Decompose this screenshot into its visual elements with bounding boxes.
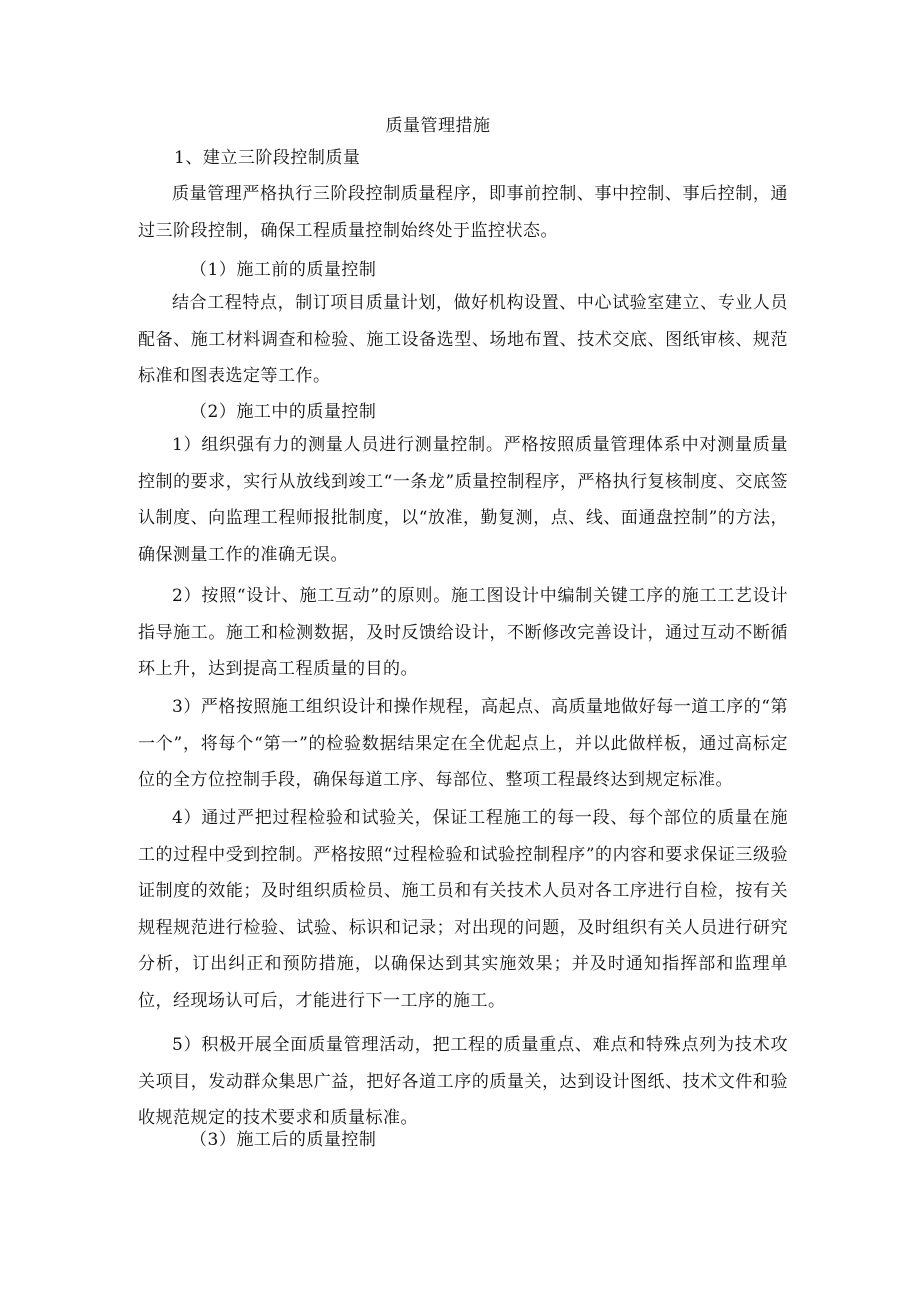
subsection-paragraph-before: 结合工程特点，制订项目质量计划，做好机构设置、中心试验室建立、专业人员配备、施工材料调查和检验、施工设备选型、场地布置、技术交底、图纸审核、规范标准和图表选定等工作。 xyxy=(138,293,788,386)
list-item: 4）通过严把过程检验和试验关，保证工程施工的每一段、每个部位的质量在施工的过程中受到控制。严格按照“过程检验和试验控制程序”的内容和要求保证三级验证制度的效能；及时组织质检员、施工员和有关技术人员对各工序进行自检，按有关规程规范进行检验、试验、标识和记录；对出现的问题，及时组织有关人员进行研究分析，订出纠正和预防措施，以确保达到其实施效果；并及时通知指挥部和监理单位，经现场认可后，才能进行下一工序的施工。 xyxy=(138,808,788,1011)
subsection-heading-after: （3）施工后的质量控制 xyxy=(190,1130,377,1150)
list-item: 3）严格按照施工组织设计和操作规程，高起点、高质量地做好每一道工序的“第一个”，将每个“第一”的检验数据结果定在全优起点上，并以此做样板，通过高标定位的全方位控制手段，确保每道工序、每部位、整项工程最终达到规定标准。 xyxy=(138,697,788,790)
section-paragraph-1: 质量管理严格执行三阶段控制质量程序，即事前控制、事中控制、事后控制，通过三阶段控制，确保工程质量控制始终处于监控状态。 xyxy=(138,184,788,241)
subsection-heading-before: （1）施工前的质量控制 xyxy=(190,260,377,280)
section-heading-1: 1、建立三阶段控制质量 xyxy=(174,148,361,168)
list-item: 2）按照“设计、施工互动”的原则。施工图设计中编制关键工序的施工工艺设计指导施工。施工和检测数据，及时反馈给设计，不断修改完善设计，通过互动不断循环上升，达到提高工程质量的目的。 xyxy=(138,586,788,679)
list-item: 5）积极开展全面质量管理活动，把工程的质量重点、难点和特殊点列为技术攻关项目，发动群众集思广益，把好各道工序的质量关，达到设计图纸、技术文件和验收规范规定的技术要求和质量标准。 xyxy=(138,1035,788,1128)
document-title: 质量管理措施 xyxy=(385,116,491,136)
subsection-heading-during: （2）施工中的质量控制 xyxy=(190,402,377,422)
list-item: 1）组织强有力的测量人员进行测量控制。严格按照质量管理体系中对测量质量控制的要求，实行从放线到竣工“一条龙”质量控制程序，严格执行复核制度、交底签认制度、向监理工程师报批制度，以“放准，勤复测，点、线、面通盘控制”的方法，确保测量工作的准确无误。 xyxy=(138,435,788,565)
